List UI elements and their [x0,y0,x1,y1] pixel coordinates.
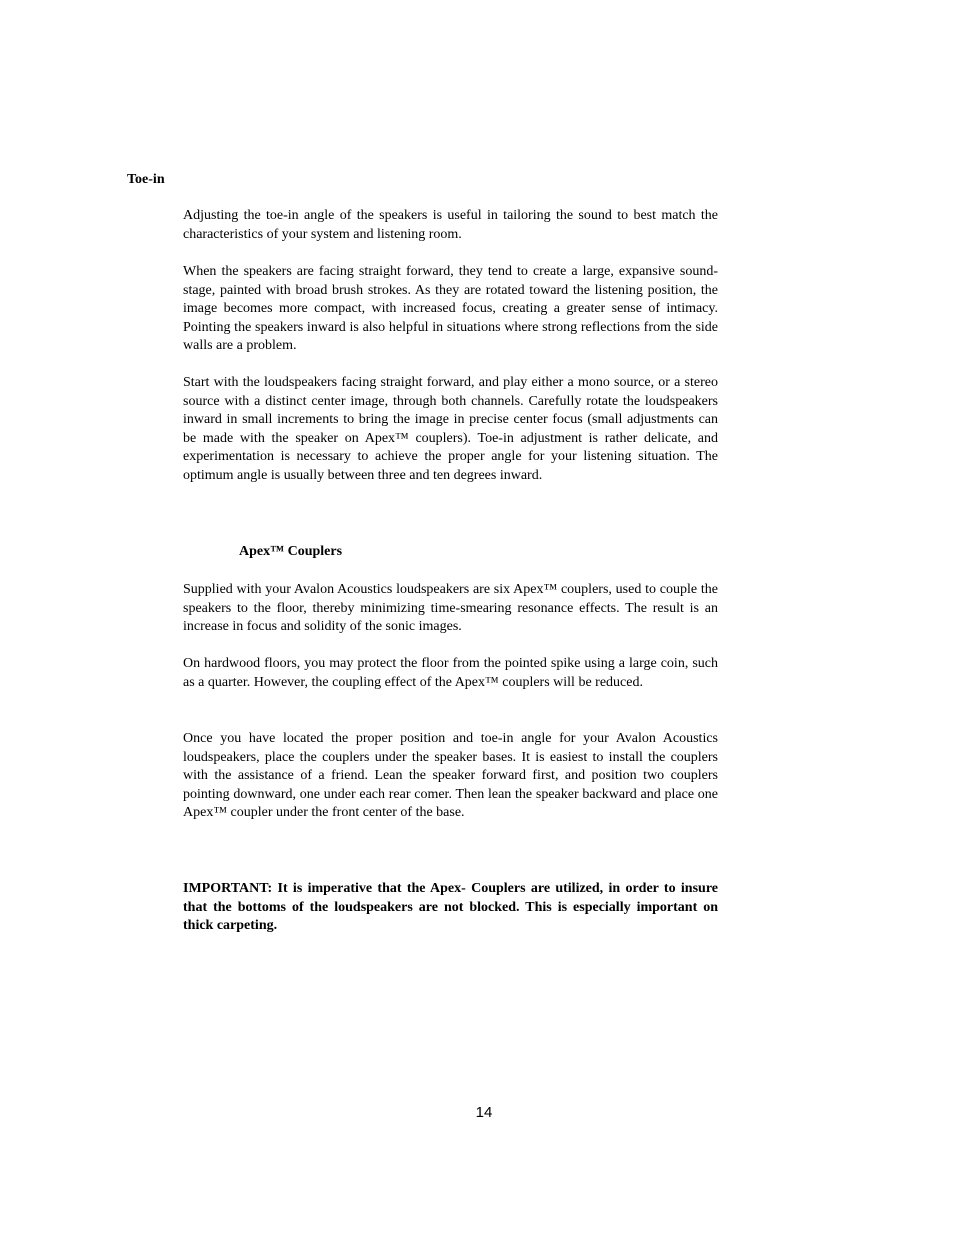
toe-in-paragraph-2: When the speakers are facing straight forward, they tend to create a large, expansive sound-stage, painted with broad brush strokes. As they are rotated toward the listening position, the image becomes more compact, with increased focus, creating a greater sense of intimacy. Pointing the speakers inward is also helpful in situations where strong reflections from the side walls are a problem. [183,264,718,353]
apex-paragraph-3: Once you have located the proper position and toe-in angle for your Avalon Acoustics loudspeakers, place the couplers under the speaker bases. It is easiest to install the couplers with the assistance of a friend. Lean the speaker forward first, and position two couplers pointing downward, one under each rear comer. Then lean the speaker backward and place one Apex™ coupler under the front center of the base. [183,731,718,820]
apex-paragraph-2: On hardwood floors, you may protect the floor from the pointed spike using a large coin, such as a quarter. However, the coupling effect of the Apex™ couplers will be reduced. [183,656,718,690]
section-heading-toe-in: Toe-in [127,172,165,187]
apex-paragraph-1: Supplied with your Avalon Acoustics loudspeakers are six Apex™ couplers, used to couple the speakers to the floor, thereby minimizing time-smearing resonance effects. The result is an increase in focus and solidity of the sonic images. [183,582,718,634]
toe-in-paragraph-3: Start with the loudspeakers facing straight forward, and play either a mono source, or a stereo source with a distinct center image, through both channels. Carefully rotate the loudspeakers inward in small increments to bring the image in precise center focus (small adjustments can be made with the speaker on Apex™ couplers). Toe-in adjustment is rather delicate, and experimentation is necessary to achieve the proper angle for your listening situation. The optimum angle is usually between three and ten degrees inward. [183,375,718,483]
toe-in-paragraph-1: Adjusting the toe-in angle of the speakers is useful in tailoring the sound to best match the characteristics of your system and listening room. [183,208,718,242]
page-number: 14 [475,1104,493,1121]
important-notice: IMPORTANT: It is imperative that the Apex- Couplers are utilized, in order to insure that the bottoms of the loudspeakers are not blocked. This is especially important on thick carpeting. [183,881,718,933]
section-heading-apex-couplers: Apex™ Couplers [239,544,343,559]
